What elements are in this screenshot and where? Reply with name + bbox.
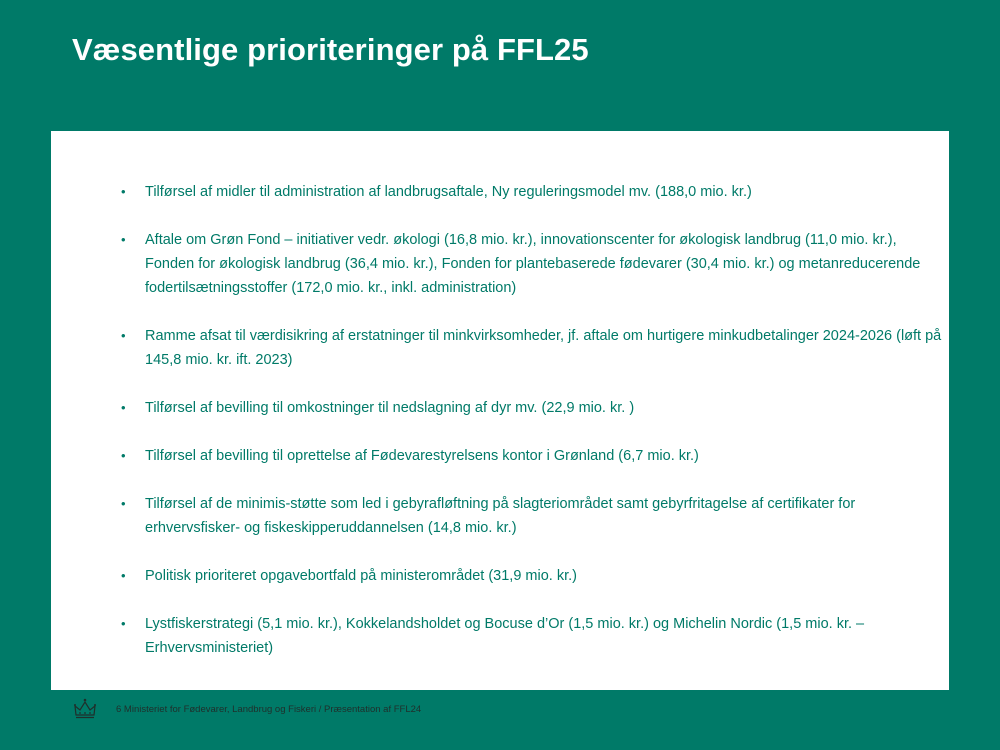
bullet-item (121, 612, 946, 660)
bullet-item (121, 324, 946, 372)
bullet-list (121, 180, 946, 660)
bullet-dot: • (121, 616, 126, 631)
crown-icon (72, 696, 98, 722)
footer (72, 696, 421, 722)
bullet-dot: • (121, 448, 126, 463)
content-panel (51, 131, 949, 690)
bullet-dot: • (121, 400, 126, 415)
bullet-item (121, 228, 946, 300)
bullet-item (121, 444, 946, 468)
bullet-text: Tilførsel af midler til administration af landbrugsaftale, Ny reguleringsmodel mv. (188,0 mio. kr.) (145, 184, 752, 200)
bullet-item (121, 564, 946, 588)
bullet-dot: • (121, 328, 126, 343)
footer-text: 6 Ministeriet for Fødevarer, Landbrug og Fiskeri / Præsentation af FFL24 (116, 703, 422, 715)
bullet-dot: • (121, 496, 126, 511)
bullet-dot: • (121, 232, 126, 247)
bullet-text: Ramme afsat til værdisikring af erstatninger til minkvirksomheder, jf. aftale om hurtigere minkudbetalinger 2024-2026 (løft på 145,8 mio. kr. ift. 2023) (145, 328, 942, 368)
bullet-dot: • (121, 568, 126, 583)
bullet-text: Tilførsel af bevilling til omkostninger til nedslagning af dyr mv. (22,9 mio. kr. ) (145, 400, 635, 416)
bullet-dot: • (121, 184, 126, 199)
bullet-text: Aftale om Grøn Fond – initiativer vedr. økologi (16,8 mio. kr.), innovationscenter for økologisk landbrug (11,0 mio. kr.), Fonden for økologisk landbrug (36,4 mio. kr.), Fonden for plantebaserede fødevarer (30,4 mio. kr.) og metanreducerende fodertilsætningsstoffer (172,0 mio. kr., inkl. administration) (145, 232, 921, 296)
bullet-item (121, 180, 946, 204)
bullet-item (121, 492, 946, 540)
bullet-text: Tilførsel af bevilling til oprettelse af Fødevarestyrelsens kontor i Grønland (6,7 mio. kr.) (145, 448, 699, 464)
bullet-item (121, 396, 946, 420)
bullet-text: Politisk prioriteret opgavebortfald på ministerområdet (31,9 mio. kr.) (145, 568, 577, 584)
slide-title: Væsentlige prioriteringer på FFL25 (72, 32, 589, 67)
bullet-text: Tilførsel af de minimis-støtte som led i gebyrafløftning på slagteriområdet samt gebyrfritagelse af certifikater for erhvervsfisker- og fiskeskipperuddannelsen (14,8 mio. kr.) (145, 496, 856, 536)
bullet-text: Lystfiskerstrategi (5,1 mio. kr.), Kokkelandsholdet og Bocuse d’Or (1,5 mio. kr.) og Michelin Nordic (1,5 mio. kr. – Erhvervsministeriet) (145, 616, 865, 656)
